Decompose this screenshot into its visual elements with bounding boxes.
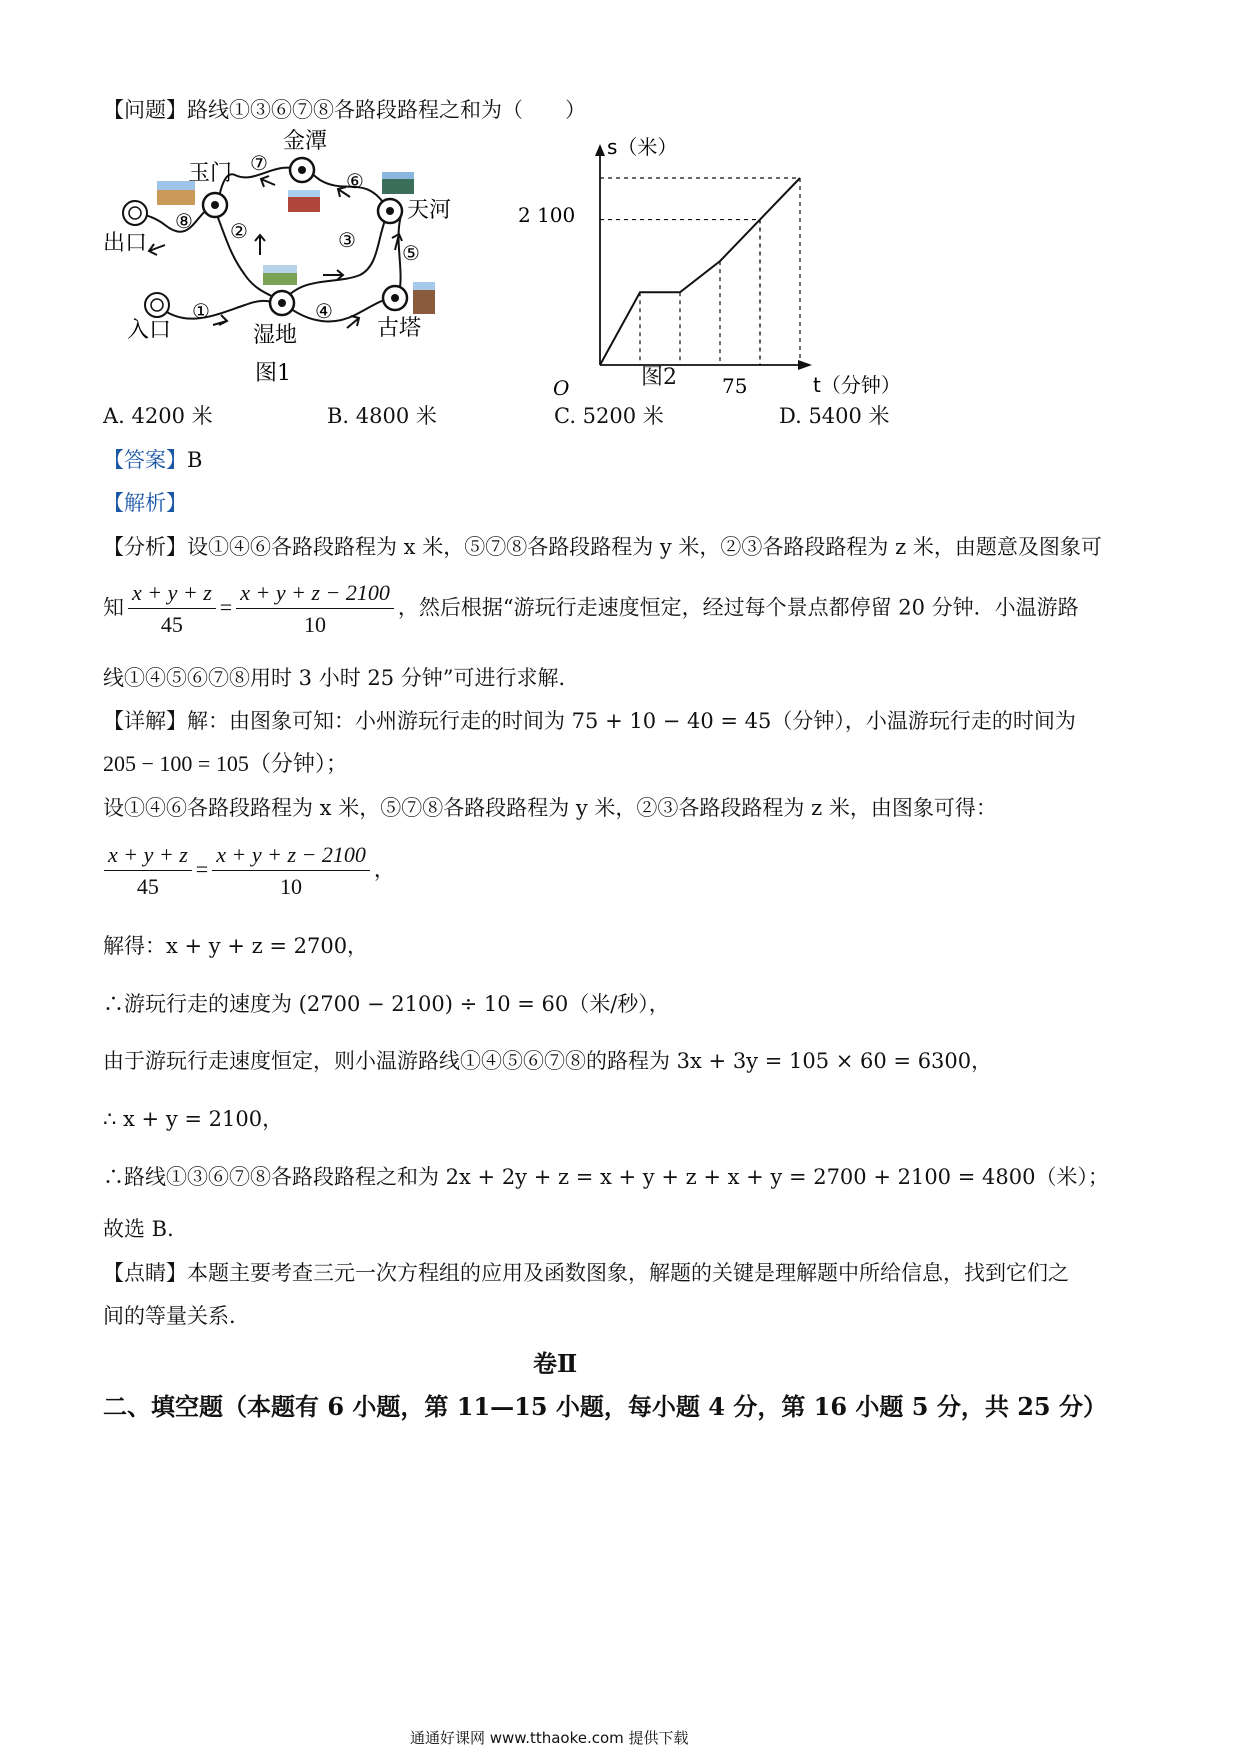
fraction-2 <box>212 842 370 900</box>
detail-text-1: 解：由图象可知：小州游玩行走的时间为 75 + 10 − 40 = 45（分钟），小温游玩行走的时间为 <box>187 709 1076 733</box>
option-b: B. 4800 米 <box>327 404 437 428</box>
scenery-photo-icon <box>382 172 414 194</box>
figure-1-route-map <box>95 125 495 395</box>
fenxi-line-1 <box>103 531 1102 561</box>
label-tower: 古塔 <box>377 316 422 341</box>
label-yumen: 玉门 <box>188 161 233 186</box>
dianjing-line-2: 间的等量关系． <box>103 1304 250 1328</box>
fraction-numerator: x + y + z − 2100 <box>236 580 394 609</box>
fenxi-label: 【分析】 <box>103 535 187 559</box>
detail-label: 【详解】 <box>103 709 187 733</box>
x-tick-label: 75 <box>722 374 748 398</box>
fraction-1 <box>104 842 192 900</box>
question-line <box>103 94 586 124</box>
label-exit: 出口 <box>103 231 148 256</box>
label-tianhe: 天河 <box>407 198 452 223</box>
segment-label: ⑧ <box>175 209 193 233</box>
fraction-denominator: 10 <box>304 612 327 637</box>
label-jintan: 金潭 <box>283 129 328 154</box>
route-segment-3 <box>283 213 388 301</box>
detail-line-7: 由于游玩行走速度恒定，则小温游路线①④⑤⑥⑦⑧的路程为 3x + 3y = 105 × 60 = 6300， <box>103 1049 993 1073</box>
x-axis-label: t（分钟） <box>813 373 901 397</box>
arrow-icon <box>149 244 165 255</box>
origin-label: O <box>553 376 570 400</box>
route-segment-1 <box>157 301 280 319</box>
scenery-photo-icon <box>288 190 320 212</box>
detail-line-6: ∴游玩行走的速度为 (2700 − 2100) ÷ 10 = 60（米/秒）， <box>103 992 670 1016</box>
detail-line-5: 解得：x + y + z = 2700， <box>103 934 369 958</box>
fraction-denominator: 45 <box>136 874 159 899</box>
y-tick-label: 2 100 <box>518 203 576 227</box>
y-axis-arrow-icon <box>595 144 605 156</box>
segment-label: ① <box>192 299 210 323</box>
segment-label: ⑥ <box>346 169 364 193</box>
figure-1-caption: 图1 <box>255 361 291 386</box>
segment-label: ③ <box>338 228 356 252</box>
option-a: A. 4200 米 <box>103 404 213 428</box>
fraction-2 <box>236 580 394 638</box>
answer-value: B <box>187 448 203 472</box>
node-wetland <box>270 291 294 315</box>
node-tianhe <box>378 199 402 223</box>
segment-label: ④ <box>315 299 333 323</box>
route-segment-8 <box>137 207 211 232</box>
node-exit <box>123 201 147 225</box>
fraction-numerator: x + y + z − 2100 <box>212 842 370 871</box>
arrow-icon <box>323 270 343 280</box>
volume-title: 卷Ⅱ <box>533 1349 578 1378</box>
scenery-photo-icon <box>263 265 297 285</box>
equation-comma: ， <box>373 857 395 882</box>
label-wetland: 湿地 <box>253 323 298 348</box>
dianjing-text-1: 本题主要考查三元一次方程组的应用及函数图象，解题的关键是理解题中所给信息，找到它们之 <box>187 1261 1069 1285</box>
fenxi-line-3: 线①④⑤⑥⑦⑧用时 3 小时 25 分钟”可进行求解． <box>103 666 580 690</box>
answer-label: 【答案】 <box>103 448 187 472</box>
segment-label: ⑤ <box>402 241 420 265</box>
fenxi-text-1: 设①④⑥各路段路程为 x 米，⑤⑦⑧各路段路程为 y 米，②③各路段路程为 z 米，由题意及图象可 <box>187 535 1102 559</box>
fenxi-zhi: 知 <box>103 595 124 620</box>
node-tower <box>383 286 407 310</box>
scenery-photo-icon <box>413 282 435 314</box>
question-label: 【问题】 <box>103 98 187 122</box>
section-heading: 二、填空题（本题有 6 小题，第 11—15 小题，每小题 4 分，第 16 小题 5 分，共 25 分） <box>103 1392 1107 1421</box>
y-axis-label: s（米） <box>607 135 678 159</box>
option-c: C. 5200 米 <box>554 404 664 428</box>
arrow-icon <box>261 176 275 187</box>
label-entrance: 入口 <box>127 318 172 343</box>
detail-line-2: 205 − 100 = 105（分钟）； <box>103 751 348 776</box>
node-jintan <box>290 158 314 182</box>
fraction-denominator: 45 <box>160 612 183 637</box>
analysis-label: 【解析】 <box>103 491 187 515</box>
node-entrance <box>145 293 169 317</box>
dianjing-label: 【点睛】 <box>103 1261 187 1285</box>
fraction-denominator: 10 <box>280 874 303 899</box>
footer-text: 通通好课网 www.tthaoke.com 提供下载 <box>410 1729 689 1747</box>
figure-2-caption-text: 图2 <box>641 365 677 390</box>
arrow-icon <box>392 234 402 250</box>
fenxi-text-2: ，然后根据“游玩行走速度恒定，经过每个景点都停留 20 分钟．小温游路 <box>397 595 1079 620</box>
detail-line-10: 故选 B． <box>103 1217 189 1241</box>
fraction-numerator: x + y + z <box>128 580 216 609</box>
fraction-numerator: x + y + z <box>104 842 192 871</box>
series-line <box>600 178 800 365</box>
segment-label: ② <box>230 219 248 243</box>
arrow-icon <box>213 315 227 325</box>
fraction-1 <box>128 580 216 638</box>
segment-label: ⑦ <box>250 151 268 175</box>
dianjing-line-1 <box>103 1257 1069 1287</box>
node-yumen <box>203 193 227 217</box>
detail-line-8: ∴ x + y = 2100， <box>103 1107 284 1131</box>
arrow-icon <box>255 235 265 255</box>
option-d: D. 5400 米 <box>779 404 890 428</box>
fenxi-line-2: 知 $\frac{x + y + z}{45}$ = $\frac{x + y + z - 2100}{10}$ ，然后根据“游玩行走速度恒定，经过每个景点都停留 20 分钟．小温游路 <box>103 580 1079 637</box>
detail-line-1 <box>103 705 1076 735</box>
question-text: 路线①③⑥⑦⑧各路段路程之和为（ ） <box>187 98 586 122</box>
detail-line-9: ∴路线①③⑥⑦⑧各路段路程之和为 2x + 2y + z = x + y + z + x + y = 2700 + 2100 = 4800（米）； <box>103 1165 1109 1189</box>
figure-2-graph <box>518 135 901 400</box>
answer-line <box>103 444 202 474</box>
detail-equation: $\frac{x + y + z}{45}$ = $\frac{x + y + z - 2100}{10}$ ， <box>100 842 395 900</box>
detail-line-3: 设①④⑥各路段路程为 x 米，⑤⑦⑧各路段路程为 y 米，②③各路段路程为 z 米，由图象可得： <box>103 796 997 820</box>
